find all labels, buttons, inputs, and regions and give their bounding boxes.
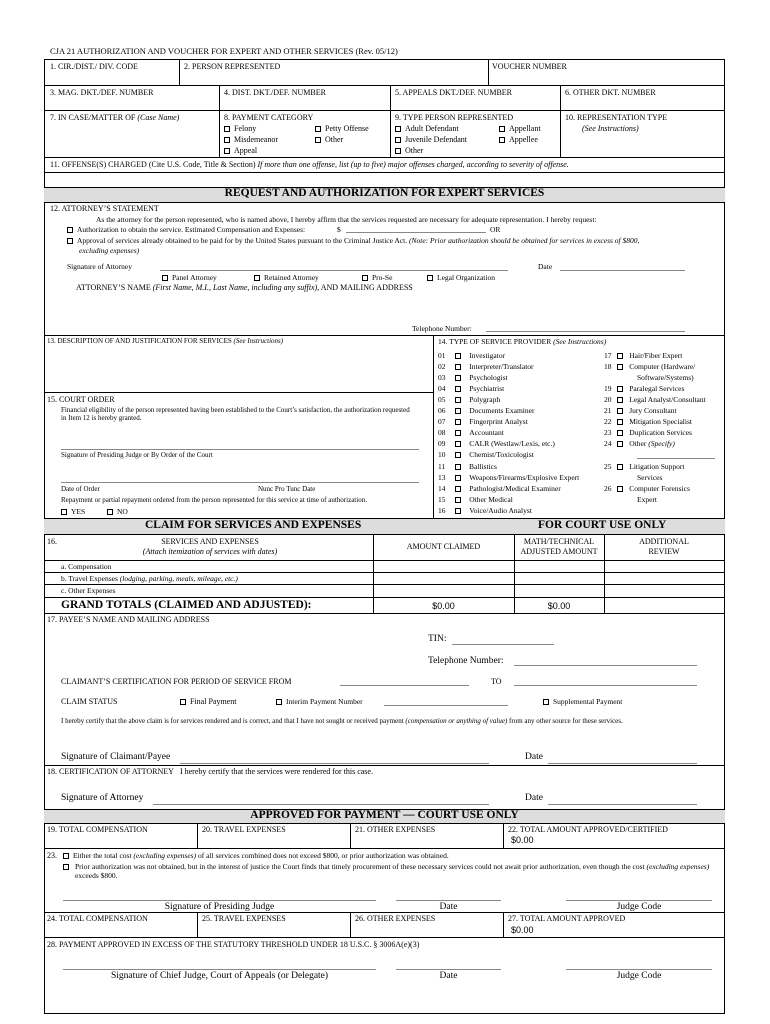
other-specify-line[interactable] [637, 458, 715, 459]
date-28-label: Date [439, 971, 458, 981]
period-to-input[interactable] [514, 685, 697, 686]
judge-code-28-label: Judge Code [616, 971, 662, 981]
field-travel-expenses-25[interactable]: 25. TRAVEL EXPENSES [202, 914, 286, 923]
checkbox-authorization[interactable]: Authorization to obtain the service. Estimated Compensation and Expenses: [67, 225, 305, 234]
provider-option[interactable]: 26 Computer Forensics [604, 483, 690, 493]
provider-option[interactable]: 09 CALR (Westlaw/Lexis, etc.) [438, 439, 555, 449]
claimant-signature-label: Signature of Claimant/Payee [61, 752, 171, 762]
checkbox-other-category[interactable]: Other [315, 135, 343, 145]
checkbox-within-threshold[interactable]: Either the total cost (excluding expenses) of all services combined does not exceed $800, or prior authorization was obtained. [63, 851, 449, 860]
checkbox-adult-defendant[interactable]: Adult Defendant [395, 124, 459, 134]
provider-option[interactable]: 07 Fingerprint Analyst [438, 417, 528, 427]
provider-option[interactable]: 10 Chemist/Toxicologist [438, 450, 534, 460]
provider-option[interactable]: 03 Psychologist [438, 373, 508, 383]
field-other-expenses-26[interactable]: 26. OTHER EXPENSES [355, 914, 436, 923]
signature-attorney-line[interactable] [160, 270, 508, 271]
provider-option[interactable]: 06 Documents Examiner [438, 406, 535, 416]
provider-option[interactable]: 01 Investigator [438, 351, 506, 360]
checkbox-prior-auth-not-obtained[interactable] [63, 862, 73, 872]
checkbox-legal-organization[interactable]: Legal Organization [427, 273, 495, 282]
attorney-statement-label: 12. ATTORNEY’S STATEMENT [50, 204, 159, 213]
total-claimed-value: $0.00 [432, 601, 455, 611]
checkbox-interim-payment[interactable]: Interim Payment Number [276, 697, 363, 706]
date-label: Date [538, 262, 553, 271]
services-expenses-header: SERVICES AND EXPENSES [161, 537, 259, 546]
provider-option[interactable]: 24 Other (Specify) [604, 439, 675, 449]
checkbox-felony[interactable]: Felony [224, 124, 256, 134]
provider-option[interactable]: 15 Other Medical [438, 494, 513, 504]
field-person-represented[interactable]: 2. PERSON REPRESENTED [184, 62, 281, 71]
field-16-label: 16. [47, 537, 57, 546]
total-adjusted-value: $0.00 [547, 601, 571, 611]
provider-option[interactable]: 22 Mitigation Specialist [604, 417, 692, 427]
to-label: TO [491, 677, 502, 686]
judge-code-28-line[interactable] [566, 969, 712, 970]
presiding-judge-signature-label: Signature of Presiding Judge or By Order of the Court [61, 451, 213, 459]
provider-option[interactable]: 17 Hair/Fiber Expert [604, 351, 683, 360]
payee-label: 17. PAYEE’S NAME AND MAILING ADDRESS [47, 615, 210, 624]
telephone-label: Telephone Number: [412, 324, 472, 333]
attorney-cert-date-label: Date [525, 793, 543, 803]
grand-totals-label: GRAND TOTALS (CLAIMED AND ADJUSTED): [61, 599, 312, 611]
provider-option[interactable]: 08 Accountant [438, 428, 504, 438]
signature-attorney-label: Signature of Attorney [67, 262, 132, 271]
interim-number-input[interactable] [384, 705, 508, 706]
checkbox-other-person[interactable]: Other [395, 146, 423, 156]
claimant-date-label: Date [525, 752, 543, 762]
judge-code-23-line[interactable] [566, 900, 712, 901]
checkbox-final-payment[interactable]: Final Payment [180, 697, 236, 707]
field-travel-expenses-20[interactable]: 20. TRAVEL EXPENSES [202, 825, 286, 834]
provider-option-cont: Expert [637, 494, 657, 504]
attorney-cert-date-line[interactable] [548, 804, 697, 805]
field-description-justification[interactable]: 13. DESCRIPTION OF AND JUSTIFICATION FOR SERVICES (See Instructions) [47, 337, 284, 345]
field-total-approved-27[interactable]: 27. TOTAL AMOUNT APPROVED [508, 914, 626, 923]
approval-note-cont: excluding expenses) [79, 246, 140, 255]
provider-option[interactable]: 04 Psychiatrist [438, 384, 505, 394]
date-23-line[interactable] [396, 900, 501, 901]
provider-option[interactable]: 25 Litigation Support [604, 461, 685, 471]
presiding-judge-23-line[interactable] [63, 900, 376, 901]
checkbox-misdemeanor[interactable]: Misdemeanor [224, 135, 278, 145]
provider-option[interactable]: 16 Voice/Audio Analyst [438, 505, 532, 515]
representation-type-instructions: (See Instructions) [582, 124, 639, 133]
field-voucher-number[interactable]: VOUCHER NUMBER [492, 62, 567, 71]
checkbox-retained-attorney[interactable]: Retained Attorney [254, 273, 319, 282]
section-request-header: REQUEST AND AUTHORIZATION FOR EXPERT SERVICES [224, 187, 545, 199]
amount-claimed-header: AMOUNT CLAIMED [406, 542, 481, 551]
checkbox-appellant[interactable]: Appellant [499, 124, 541, 134]
claimant-signature-line[interactable] [180, 763, 489, 764]
attorney-cert-signature-label: Signature of Attorney [61, 793, 144, 803]
court-use-header: FOR COURT USE ONLY [538, 519, 667, 531]
checkbox-appellee[interactable]: Appellee [499, 135, 538, 145]
review-header: REVIEW [648, 547, 680, 556]
row-travel-expenses: b. Travel Expenses (lodging, parking, meals, mileage, etc.) [61, 574, 238, 583]
row-other-expenses: c. Other Expenses [61, 586, 116, 595]
attorney-affirmation: As the attorney for the person represented, who is named above, I hereby affirm that the services requested are necessary for adequate representation. I hereby request: [96, 215, 597, 224]
field-cir-dist-div[interactable]: 1. CIR./DIST./ DIV. CODE [50, 62, 138, 71]
provider-option[interactable]: 14 Pathologist/Medical Examiner [438, 483, 561, 493]
payee-telephone-input[interactable] [514, 665, 697, 666]
presiding-judge-23-label: Signature of Presiding Judge [164, 902, 275, 912]
field-case-matter[interactable]: 7. IN CASE/MATTER OF (Case Name) [50, 113, 180, 122]
judge-code-23-label: Judge Code [616, 902, 662, 912]
repayment-text: Repayment or partial repayment ordered from the person represented for this service at time of authorization. [61, 496, 367, 504]
claim-status-label: CLAIM STATUS [61, 697, 118, 706]
provider-option[interactable]: 05 Polygraph [438, 395, 501, 405]
provider-option[interactable]: 11 Ballistics [438, 461, 497, 471]
total-approved-27-value: $0.00 [511, 925, 534, 935]
field-total-approved-22[interactable]: 22. TOTAL AMOUNT APPROVED/CERTIFIED [508, 825, 668, 834]
court-order-label: 15. COURT ORDER [47, 395, 115, 404]
payment-category-label: 8. PAYMENT CATEGORY [224, 113, 314, 122]
approved-header: APPROVED FOR PAYMENT — COURT USE ONLY [250, 809, 519, 821]
field-other-dkt[interactable]: 6. OTHER DKT. NUMBER [565, 88, 656, 97]
provider-option[interactable]: 02 Interpreter/Translator [438, 362, 534, 372]
chief-judge-signature-line[interactable] [63, 969, 376, 970]
date-of-order-label: Date of Order [61, 485, 100, 493]
service-provider-label: 14. TYPE OF SERVICE PROVIDER (See Instructions) [438, 337, 607, 346]
estimated-amount-input[interactable] [346, 232, 486, 233]
or-label: OR [490, 225, 501, 234]
checkbox-juvenile-defendant[interactable]: Juvenile Defendant [395, 135, 467, 145]
claim-header: CLAIM FOR SERVICES AND EXPENSES [145, 519, 362, 531]
telephone-input[interactable] [486, 331, 685, 332]
date-28-line[interactable] [396, 969, 501, 970]
provider-option[interactable]: 13 Weapons/Firearms/Explosive Expert [438, 472, 580, 482]
field-representation-type[interactable]: 10. REPRESENTATION TYPE [565, 113, 668, 122]
field-dist-dkt[interactable]: 4. DIST. DKT./DEF. NUMBER [224, 88, 326, 97]
field-other-expenses-21[interactable]: 21. OTHER EXPENSES [355, 825, 436, 834]
additional-header: ADDITIONAL [639, 537, 689, 546]
field-total-compensation-19[interactable]: 19. TOTAL COMPENSATION [47, 825, 148, 834]
field-total-compensation-24[interactable]: 24. TOTAL COMPENSATION [47, 914, 148, 923]
claimant-date-line[interactable] [548, 763, 697, 764]
prior-auth-text: Prior authorization was not obtained, but in the interest of justice the Court finds that timely procurement of these necessary services could not await prior authorization, even though the cost (excluding expenses) exceeds $800. [75, 862, 710, 880]
checkbox-pro-se[interactable]: Pro-Se [362, 273, 392, 282]
tin-label: TIN: [428, 634, 447, 644]
provider-option[interactable]: 21 Jury Consultant [604, 406, 677, 416]
field-23-label: 23. [47, 851, 57, 860]
nunc-pro-tunc-label: Nunc Pro Tunc Date [258, 485, 316, 493]
provider-option[interactable]: 23 Duplication Services [604, 428, 692, 438]
order-date-line[interactable] [61, 482, 419, 483]
total-approved-22-value: $0.00 [511, 835, 534, 845]
checkbox-repay-no[interactable]: NO [107, 507, 128, 516]
attorney-name-label[interactable]: ATTORNEY’S NAME (First Name, M.I., Last Name, including any suffix), AND MAILING ADDRESS [76, 283, 413, 292]
field-offenses-charged[interactable]: 11. OFFENSE(S) CHARGED (Cite U.S. Code, Title & Section) If more than one offense, list (up to five) major offenses charged, according to severity of offense. [50, 160, 569, 169]
period-from-input[interactable] [340, 685, 469, 686]
type-person-label: 9. TYPE PERSON REPRESENTED [395, 113, 514, 122]
presiding-judge-signature-line[interactable] [61, 449, 419, 450]
claimant-certification-text: I hereby certify that the above claim is for services rendered and is correct, and that I have not sought or received payment (compensation or anything of value) from any other source for these services. [61, 717, 623, 725]
adjusted-amount-header: ADJUSTED AMOUNT [520, 547, 598, 556]
tin-input[interactable] [452, 644, 554, 645]
provider-option-cont: Services [637, 472, 663, 482]
checkbox-supplemental-payment[interactable]: Supplemental Payment [543, 697, 622, 706]
checkbox-repay-yes[interactable]: YES [61, 507, 85, 516]
provider-option[interactable]: 19 Paralegal Services [604, 384, 685, 394]
checkbox-panel-attorney[interactable]: Panel Attorney [162, 273, 217, 282]
period-certification-label: CLAIMANT’S CERTIFICATION FOR PERIOD OF SERVICE FROM [61, 677, 292, 686]
field-appeals-dkt[interactable]: 5. APPEALS DKT./DEF. NUMBER [395, 88, 513, 97]
attorney-cert-signature-line[interactable] [153, 804, 489, 805]
provider-option[interactable]: 18 Computer (Hardware/ [604, 362, 696, 372]
threshold-approval-label: 28. PAYMENT APPROVED IN EXCESS OF THE STATUTORY THRESHOLD UNDER 18 U.S.C. § 3006A(e)(3) [47, 940, 420, 949]
court-order-text: Financial eligibility of the person represented having been established to the Court’s satisfaction, the authorization requested in Item 12 is hereby granted. [61, 406, 410, 423]
attach-itemization: (Attach itemization of services with dates) [142, 547, 278, 556]
provider-option[interactable]: 20 Legal Analyst/Consultant [604, 395, 706, 405]
row-compensation: a. Compensation [61, 562, 112, 571]
estimated-dollar: $ [337, 225, 341, 234]
math-technical-header: MATH/TECHNICAL [523, 537, 595, 546]
field-mag-dkt[interactable]: 3. MAG. DKT./DEF. NUMBER [50, 88, 154, 97]
date-line[interactable] [560, 270, 685, 271]
checkbox-petty-offense[interactable]: Petty Offense [315, 124, 369, 134]
date-23-label: Date [439, 902, 458, 912]
payee-telephone-label: Telephone Number: [428, 656, 504, 666]
form-title: CJA 21 AUTHORIZATION AND VOUCHER FOR EXPERT AND OTHER SERVICES (Rev. 05/12) [50, 46, 398, 56]
provider-option-cont: Software/Systems) [637, 373, 694, 383]
chief-judge-signature-label: Signature of Chief Judge, Court of Appeals (or Delegate) [110, 971, 329, 981]
checkbox-approval[interactable]: Approval of services already obtained to be paid for by the United States pursuant to the Criminal Justice Act. (Note: Prior authorization should be obtained for services in excess of $800, [67, 236, 639, 245]
checkbox-appeal[interactable]: Appeal [224, 146, 257, 156]
attorney-certification: 18. CERTIFICATION OF ATTORNEY I hereby certify that the services were rendered for this case. [47, 767, 373, 776]
